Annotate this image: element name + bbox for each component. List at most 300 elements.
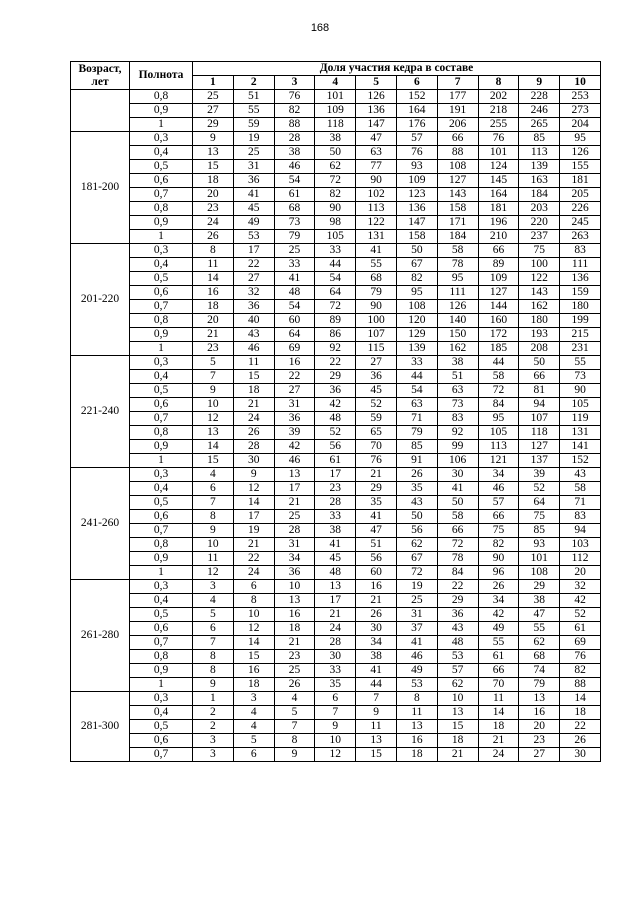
fullness-cell: 0,3 xyxy=(130,692,193,706)
value-cell: 5 xyxy=(193,356,234,370)
value-cell: 6 xyxy=(233,580,274,594)
value-cell: 16 xyxy=(519,706,560,720)
value-cell: 79 xyxy=(274,230,315,244)
value-cell: 42 xyxy=(274,440,315,454)
value-cell: 13 xyxy=(193,426,234,440)
value-cell: 95 xyxy=(437,272,478,286)
value-cell: 13 xyxy=(274,468,315,482)
value-cell: 86 xyxy=(315,328,356,342)
value-cell: 92 xyxy=(315,342,356,356)
value-cell: 62 xyxy=(519,636,560,650)
value-cell: 273 xyxy=(560,104,601,118)
fullness-cell: 0,8 xyxy=(130,90,193,104)
value-cell: 159 xyxy=(560,286,601,300)
value-cell: 29 xyxy=(193,118,234,132)
value-cell: 70 xyxy=(356,440,397,454)
value-cell: 100 xyxy=(519,258,560,272)
value-cell: 108 xyxy=(519,566,560,580)
value-cell: 32 xyxy=(233,286,274,300)
value-cell: 52 xyxy=(560,608,601,622)
header-age: Возраст, лет xyxy=(71,62,130,90)
age-range-cell: 241-260 xyxy=(71,468,130,580)
value-cell: 58 xyxy=(437,244,478,258)
value-cell: 16 xyxy=(274,356,315,370)
value-cell: 122 xyxy=(519,272,560,286)
value-cell: 51 xyxy=(233,90,274,104)
value-cell: 38 xyxy=(437,356,478,370)
table-row xyxy=(71,734,601,748)
table-row xyxy=(71,580,601,594)
value-cell: 12 xyxy=(315,748,356,762)
value-cell: 18 xyxy=(396,748,437,762)
value-cell: 215 xyxy=(560,328,601,342)
value-cell: 88 xyxy=(437,146,478,160)
table-row xyxy=(71,286,601,300)
table-row xyxy=(71,328,601,342)
value-cell: 36 xyxy=(356,370,397,384)
fullness-cell: 0,5 xyxy=(130,496,193,510)
value-cell: 14 xyxy=(233,636,274,650)
table-header xyxy=(71,62,601,90)
value-cell: 171 xyxy=(437,216,478,230)
table-row xyxy=(71,636,601,650)
fullness-cell: 0,6 xyxy=(130,286,193,300)
value-cell: 57 xyxy=(478,496,519,510)
value-cell: 47 xyxy=(356,524,397,538)
value-cell: 42 xyxy=(315,398,356,412)
value-cell: 150 xyxy=(437,328,478,342)
fullness-cell: 0,7 xyxy=(130,524,193,538)
value-cell: 162 xyxy=(519,300,560,314)
value-cell: 43 xyxy=(396,496,437,510)
value-cell: 17 xyxy=(315,594,356,608)
value-cell: 66 xyxy=(437,132,478,146)
value-cell: 23 xyxy=(315,482,356,496)
value-cell: 35 xyxy=(315,678,356,692)
value-cell: 100 xyxy=(356,314,397,328)
value-cell: 108 xyxy=(437,160,478,174)
value-cell: 22 xyxy=(315,356,356,370)
value-cell: 21 xyxy=(356,468,397,482)
value-cell: 43 xyxy=(437,622,478,636)
value-cell: 139 xyxy=(396,342,437,356)
value-cell: 55 xyxy=(356,258,397,272)
value-cell: 74 xyxy=(519,664,560,678)
value-cell: 51 xyxy=(437,370,478,384)
value-cell: 81 xyxy=(519,384,560,398)
table-row xyxy=(71,692,601,706)
fullness-cell: 0,5 xyxy=(130,608,193,622)
table-row xyxy=(71,482,601,496)
value-cell: 126 xyxy=(437,300,478,314)
value-cell: 16 xyxy=(356,580,397,594)
fullness-cell: 0,8 xyxy=(130,538,193,552)
value-cell: 129 xyxy=(396,328,437,342)
value-cell: 58 xyxy=(560,482,601,496)
value-cell: 18 xyxy=(233,678,274,692)
value-cell: 38 xyxy=(356,650,397,664)
fullness-cell: 0,8 xyxy=(130,314,193,328)
value-cell: 76 xyxy=(478,132,519,146)
value-cell: 17 xyxy=(315,468,356,482)
value-cell: 22 xyxy=(233,258,274,272)
value-cell: 56 xyxy=(396,524,437,538)
value-cell: 42 xyxy=(560,594,601,608)
value-cell: 76 xyxy=(396,146,437,160)
value-cell: 61 xyxy=(478,650,519,664)
value-cell: 56 xyxy=(356,552,397,566)
value-cell: 62 xyxy=(396,538,437,552)
table-row xyxy=(71,510,601,524)
value-cell: 124 xyxy=(478,160,519,174)
age-range-cell: 181-200 xyxy=(71,132,130,244)
value-cell: 88 xyxy=(274,118,315,132)
value-cell: 11 xyxy=(193,552,234,566)
value-cell: 15 xyxy=(233,370,274,384)
table-row xyxy=(71,90,601,104)
value-cell: 101 xyxy=(315,90,356,104)
value-cell: 27 xyxy=(193,104,234,118)
value-cell: 21 xyxy=(233,398,274,412)
value-cell: 218 xyxy=(478,104,519,118)
fullness-cell: 0,8 xyxy=(130,426,193,440)
value-cell: 109 xyxy=(315,104,356,118)
fullness-cell: 0,3 xyxy=(130,244,193,258)
value-cell: 131 xyxy=(356,230,397,244)
value-cell: 28 xyxy=(315,636,356,650)
value-cell: 65 xyxy=(356,426,397,440)
value-cell: 14 xyxy=(233,496,274,510)
value-cell: 31 xyxy=(274,398,315,412)
value-cell: 22 xyxy=(437,580,478,594)
value-cell: 36 xyxy=(437,608,478,622)
fullness-cell: 0,6 xyxy=(130,734,193,748)
fullness-cell: 0,3 xyxy=(130,468,193,482)
value-cell: 84 xyxy=(437,566,478,580)
value-cell: 120 xyxy=(396,314,437,328)
value-cell: 90 xyxy=(560,384,601,398)
value-cell: 4 xyxy=(233,720,274,734)
value-cell: 22 xyxy=(233,552,274,566)
value-cell: 112 xyxy=(560,552,601,566)
value-cell: 17 xyxy=(233,510,274,524)
value-cell: 228 xyxy=(519,90,560,104)
value-cell: 38 xyxy=(315,132,356,146)
value-cell: 127 xyxy=(478,286,519,300)
header-fullness: Полнота xyxy=(130,62,193,90)
value-cell: 47 xyxy=(519,608,560,622)
value-cell: 90 xyxy=(315,202,356,216)
value-cell: 58 xyxy=(478,370,519,384)
value-cell: 176 xyxy=(396,118,437,132)
value-cell: 61 xyxy=(315,454,356,468)
value-cell: 25 xyxy=(274,244,315,258)
table-row xyxy=(71,454,601,468)
fullness-cell: 0,9 xyxy=(130,328,193,342)
value-cell: 48 xyxy=(315,412,356,426)
value-cell: 83 xyxy=(560,244,601,258)
value-cell: 79 xyxy=(356,286,397,300)
value-cell: 196 xyxy=(478,216,519,230)
value-cell: 54 xyxy=(274,300,315,314)
value-cell: 34 xyxy=(274,552,315,566)
table-row xyxy=(71,216,601,230)
value-cell: 140 xyxy=(437,314,478,328)
fullness-cell: 0,7 xyxy=(130,188,193,202)
value-cell: 26 xyxy=(193,230,234,244)
value-cell: 19 xyxy=(396,580,437,594)
value-cell: 72 xyxy=(396,566,437,580)
fullness-cell: 0,9 xyxy=(130,216,193,230)
value-cell: 95 xyxy=(396,286,437,300)
fullness-cell: 1 xyxy=(130,566,193,580)
value-cell: 21 xyxy=(274,496,315,510)
value-cell: 18 xyxy=(193,174,234,188)
value-cell: 16 xyxy=(274,608,315,622)
value-cell: 67 xyxy=(396,258,437,272)
header-share-col: 2 xyxy=(233,76,274,90)
value-cell: 263 xyxy=(560,230,601,244)
value-cell: 30 xyxy=(315,650,356,664)
value-cell: 13 xyxy=(193,146,234,160)
table-row xyxy=(71,748,601,762)
value-cell: 4 xyxy=(233,706,274,720)
value-cell: 20 xyxy=(193,188,234,202)
value-cell: 16 xyxy=(396,734,437,748)
fullness-cell: 0,6 xyxy=(130,510,193,524)
value-cell: 90 xyxy=(356,174,397,188)
value-cell: 59 xyxy=(356,412,397,426)
value-cell: 72 xyxy=(478,384,519,398)
value-cell: 25 xyxy=(274,664,315,678)
value-cell: 83 xyxy=(560,510,601,524)
value-cell: 13 xyxy=(274,594,315,608)
value-cell: 63 xyxy=(396,398,437,412)
value-cell: 118 xyxy=(315,118,356,132)
fullness-cell: 0,9 xyxy=(130,440,193,454)
value-cell: 12 xyxy=(233,622,274,636)
value-cell: 33 xyxy=(315,664,356,678)
value-cell: 9 xyxy=(193,384,234,398)
age-range-cell: 201-220 xyxy=(71,244,130,356)
value-cell: 9 xyxy=(233,468,274,482)
value-cell: 33 xyxy=(315,244,356,258)
value-cell: 11 xyxy=(356,720,397,734)
fullness-cell: 0,6 xyxy=(130,174,193,188)
value-cell: 21 xyxy=(478,734,519,748)
table-row xyxy=(71,426,601,440)
value-cell: 41 xyxy=(274,272,315,286)
value-cell: 26 xyxy=(560,734,601,748)
value-cell: 84 xyxy=(478,398,519,412)
value-cell: 19 xyxy=(233,132,274,146)
value-cell: 49 xyxy=(233,216,274,230)
fullness-cell: 0,5 xyxy=(130,720,193,734)
value-cell: 45 xyxy=(315,552,356,566)
value-cell: 14 xyxy=(478,706,519,720)
value-cell: 6 xyxy=(315,692,356,706)
value-cell: 89 xyxy=(315,314,356,328)
header-share-col: 7 xyxy=(437,76,478,90)
value-cell: 10 xyxy=(233,608,274,622)
table-row xyxy=(71,594,601,608)
table-row xyxy=(71,370,601,384)
value-cell: 119 xyxy=(560,412,601,426)
value-cell: 144 xyxy=(478,300,519,314)
value-cell: 18 xyxy=(478,720,519,734)
value-cell: 55 xyxy=(560,356,601,370)
fullness-cell: 1 xyxy=(130,342,193,356)
value-cell: 60 xyxy=(274,314,315,328)
table-row xyxy=(71,356,601,370)
value-cell: 141 xyxy=(560,440,601,454)
value-cell: 206 xyxy=(437,118,478,132)
value-cell: 69 xyxy=(560,636,601,650)
value-cell: 152 xyxy=(396,90,437,104)
value-cell: 51 xyxy=(356,538,397,552)
value-cell: 13 xyxy=(437,706,478,720)
value-cell: 25 xyxy=(233,146,274,160)
value-cell: 31 xyxy=(274,538,315,552)
fullness-cell: 0,9 xyxy=(130,664,193,678)
value-cell: 265 xyxy=(519,118,560,132)
value-cell: 136 xyxy=(560,272,601,286)
value-cell: 55 xyxy=(519,622,560,636)
value-cell: 52 xyxy=(315,426,356,440)
table-row xyxy=(71,188,601,202)
value-cell: 64 xyxy=(519,496,560,510)
table-row xyxy=(71,468,601,482)
value-cell: 53 xyxy=(437,650,478,664)
table-row xyxy=(71,664,601,678)
value-cell: 15 xyxy=(437,720,478,734)
value-cell: 77 xyxy=(356,160,397,174)
value-cell: 131 xyxy=(560,426,601,440)
page-number: 168 xyxy=(310,22,330,34)
value-cell: 14 xyxy=(193,272,234,286)
value-cell: 53 xyxy=(233,230,274,244)
value-cell: 83 xyxy=(437,412,478,426)
value-cell: 8 xyxy=(193,244,234,258)
value-cell: 57 xyxy=(437,664,478,678)
table-row xyxy=(71,146,601,160)
value-cell: 78 xyxy=(437,258,478,272)
value-cell: 136 xyxy=(356,104,397,118)
table-row xyxy=(71,608,601,622)
value-cell: 180 xyxy=(560,300,601,314)
value-cell: 123 xyxy=(396,188,437,202)
fullness-cell: 0,8 xyxy=(130,650,193,664)
value-cell: 82 xyxy=(315,188,356,202)
value-cell: 95 xyxy=(560,132,601,146)
value-cell: 27 xyxy=(233,272,274,286)
fullness-cell: 0,5 xyxy=(130,160,193,174)
value-cell: 69 xyxy=(274,342,315,356)
value-cell: 98 xyxy=(315,216,356,230)
value-cell: 4 xyxy=(193,594,234,608)
value-cell: 54 xyxy=(315,272,356,286)
value-cell: 20 xyxy=(560,566,601,580)
value-cell: 11 xyxy=(233,356,274,370)
value-cell: 18 xyxy=(560,706,601,720)
value-cell: 18 xyxy=(437,734,478,748)
table-row xyxy=(71,160,601,174)
value-cell: 30 xyxy=(356,622,397,636)
value-cell: 90 xyxy=(356,300,397,314)
value-cell: 17 xyxy=(274,482,315,496)
value-cell: 36 xyxy=(233,174,274,188)
value-cell: 155 xyxy=(560,160,601,174)
value-cell: 139 xyxy=(519,160,560,174)
table-row xyxy=(71,678,601,692)
value-cell: 99 xyxy=(437,440,478,454)
table-row xyxy=(71,244,601,258)
value-cell: 66 xyxy=(519,370,560,384)
value-cell: 9 xyxy=(315,720,356,734)
value-cell: 36 xyxy=(315,384,356,398)
value-cell: 41 xyxy=(356,510,397,524)
value-cell: 163 xyxy=(519,174,560,188)
value-cell: 23 xyxy=(519,734,560,748)
value-cell: 50 xyxy=(396,244,437,258)
value-cell: 185 xyxy=(478,342,519,356)
value-cell: 15 xyxy=(193,454,234,468)
table-row xyxy=(71,412,601,426)
value-cell: 54 xyxy=(396,384,437,398)
value-cell: 180 xyxy=(519,314,560,328)
value-cell: 70 xyxy=(478,678,519,692)
value-cell: 7 xyxy=(315,706,356,720)
value-cell: 85 xyxy=(396,440,437,454)
value-cell: 253 xyxy=(560,90,601,104)
value-cell: 26 xyxy=(233,426,274,440)
value-cell: 9 xyxy=(356,706,397,720)
value-cell: 63 xyxy=(356,146,397,160)
value-cell: 172 xyxy=(478,328,519,342)
table-row xyxy=(71,258,601,272)
value-cell: 45 xyxy=(233,202,274,216)
value-cell: 19 xyxy=(233,524,274,538)
fullness-cell: 1 xyxy=(130,230,193,244)
value-cell: 32 xyxy=(560,580,601,594)
value-cell: 49 xyxy=(396,664,437,678)
value-cell: 181 xyxy=(478,202,519,216)
value-cell: 184 xyxy=(437,230,478,244)
value-cell: 17 xyxy=(233,244,274,258)
value-cell: 6 xyxy=(193,482,234,496)
value-cell: 202 xyxy=(478,90,519,104)
value-cell: 23 xyxy=(274,650,315,664)
value-cell: 127 xyxy=(519,440,560,454)
value-cell: 8 xyxy=(274,734,315,748)
value-cell: 82 xyxy=(274,104,315,118)
value-cell: 102 xyxy=(356,188,397,202)
value-cell: 5 xyxy=(274,706,315,720)
value-cell: 26 xyxy=(274,678,315,692)
value-cell: 64 xyxy=(315,286,356,300)
value-cell: 35 xyxy=(396,482,437,496)
header-share-col: 9 xyxy=(519,76,560,90)
value-cell: 145 xyxy=(478,174,519,188)
value-cell: 3 xyxy=(193,748,234,762)
table-row xyxy=(71,314,601,328)
value-cell: 25 xyxy=(193,90,234,104)
value-cell: 93 xyxy=(396,160,437,174)
value-cell: 36 xyxy=(233,300,274,314)
value-cell: 126 xyxy=(356,90,397,104)
value-cell: 15 xyxy=(233,650,274,664)
value-cell: 85 xyxy=(519,524,560,538)
